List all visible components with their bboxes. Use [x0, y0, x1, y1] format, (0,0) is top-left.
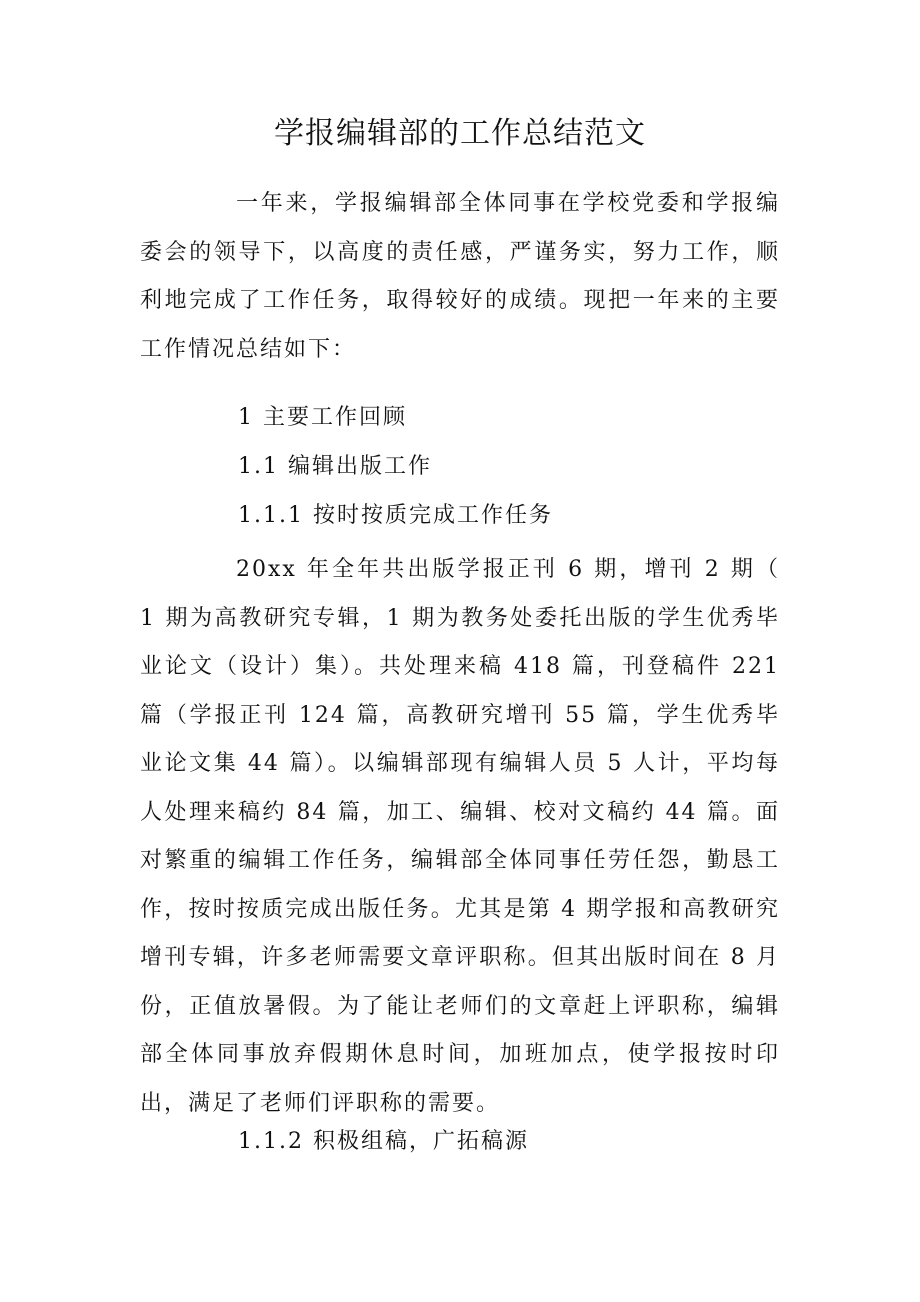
section-heading-1-1-2: 1.1.2 积极组稿，广拓稿源	[238, 1129, 529, 1154]
section-1-1-1-paragraph: 20xx 年全年共出版学报正刊 6 期，增刊 2 期（ 1 期为高教研究专辑，1 期为教务处委托出版的学生优秀毕业论文（设计）集）。共处理来稿 418 篇，刊登稿件 221 篇（学报正刊 124 篇，高教研究增刊 55 篇，学生优秀毕业论文集 44 篇）。以编辑部现有编辑人员 5 人计，平均每人处理来稿约 84 篇，加工、编辑、校对文稿约 44 篇。面对繁重的编辑工作任务，编辑部全体同事任劳任怨，勤恳工作，按时按质完成出版任务。尤其是第 4 期学报和高教研究增刊专辑，许多老师需要文章评职称。但其出版时间在 8 月份，正值放暑假。为了能让老师们的文章赶上评职称，编辑部全体同事放弃假期休息时间，加班加点，使学报按时印出，满足了老师们评职称的需要。	[140, 557, 780, 1116]
section-heading-1-1: 1.1 编辑出版工作	[238, 454, 432, 479]
intro-paragraph: 一年来，学报编辑部全体同事在学校党委和学报编委会的领导下，以高度的责任感，严谨务实，努力工作，顺利地完成了工作任务，取得较好的成绩。现把一年来的主要工作情况总结如下：	[140, 191, 780, 362]
section-heading-1: 1 主要工作回顾	[238, 405, 407, 430]
section-heading-1-1-1: 1.1.1 按时按质完成工作任务	[238, 503, 553, 528]
document-title: 学报编辑部的工作总结范文	[274, 116, 646, 151]
